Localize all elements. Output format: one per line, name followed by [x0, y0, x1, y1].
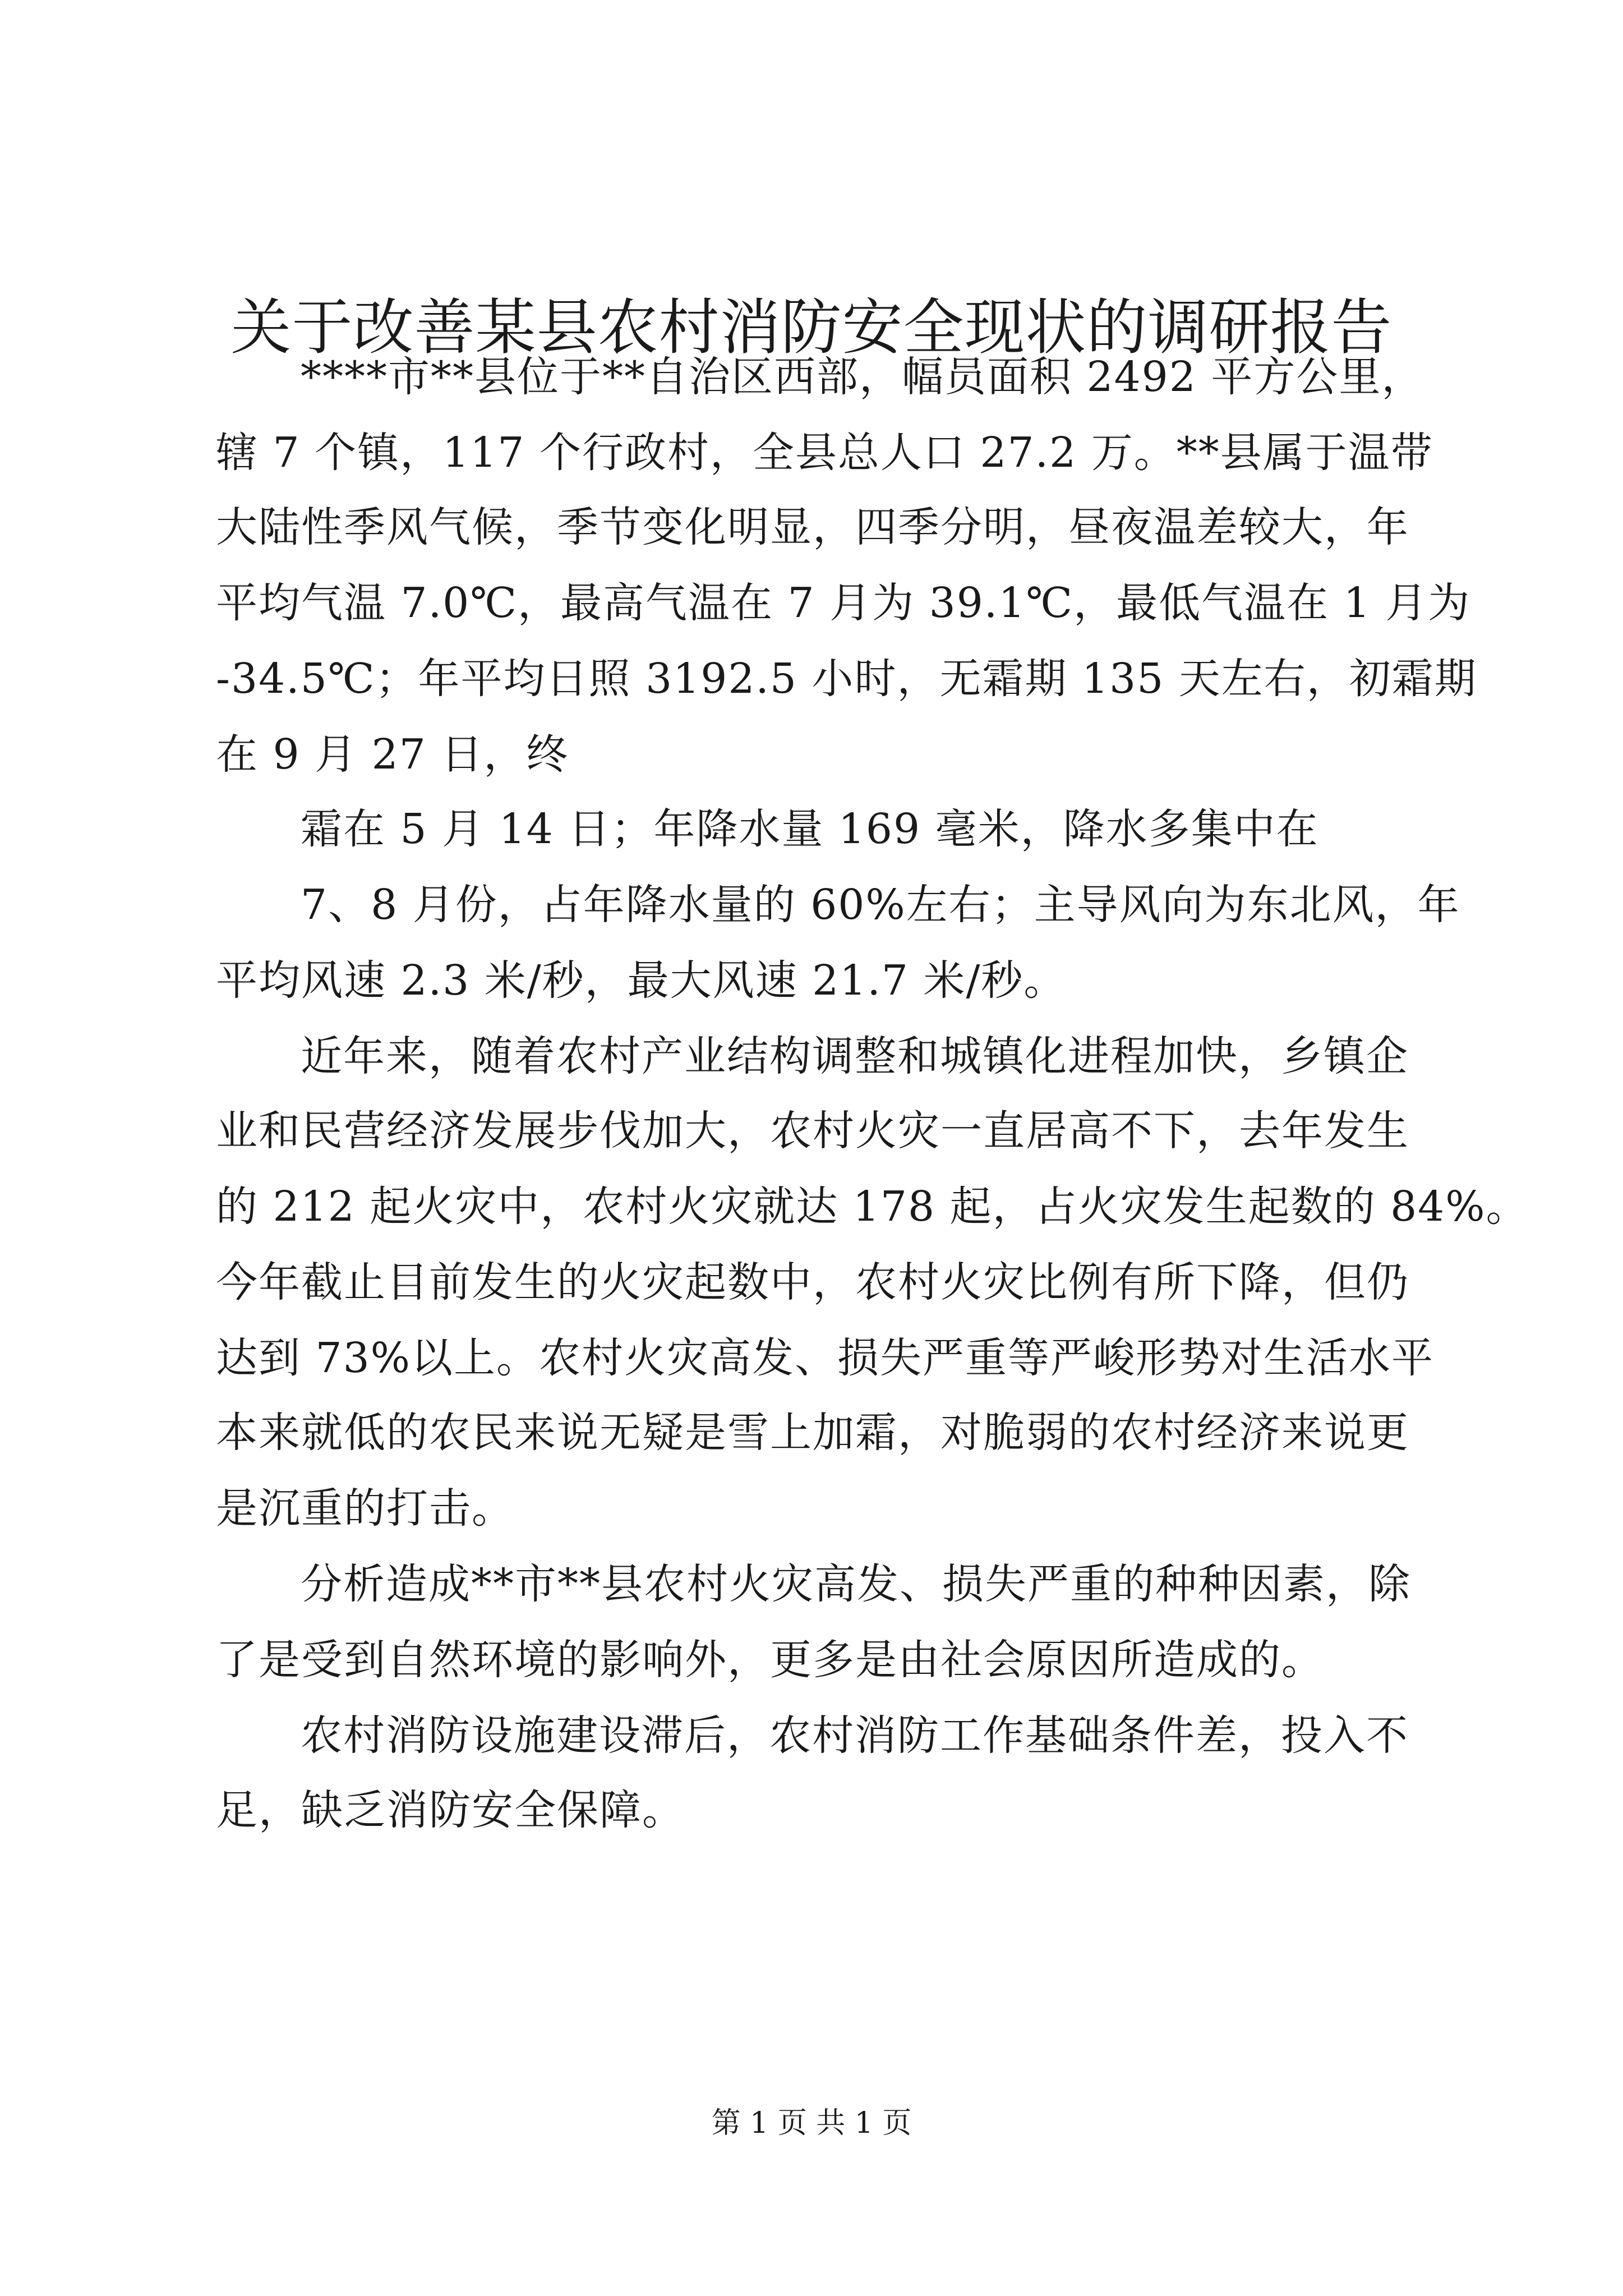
body-line: 了是受到自然环境的影响外，更多是由社会原因所造成的。 [216, 1636, 1324, 1684]
body-line: 是沉重的打击。 [216, 1484, 514, 1533]
body-line: 霜在 5 月 14 日；年降水量 169 毫米，降水多集中在 [301, 805, 1319, 853]
body-line: 分析造成**市**县农村火灾高发、损失严重的种种因素，除 [301, 1560, 1411, 1608]
body-line: 今年截止目前发生的火灾起数中，农村火灾比例有所下降，但仍 [216, 1258, 1409, 1306]
body-line: 平均风速 2.3 米/秒，最大风速 21.7 米/秒。 [216, 956, 1067, 1005]
body-line: 农村消防设施建设滞后，农村消防工作基础条件差，投入不 [301, 1711, 1409, 1760]
body-line: 在 9 月 27 日，终 [216, 730, 569, 779]
body-line: 本来就低的农民来说无疑是雪上加霜，对脆弱的农村经济来说更 [216, 1409, 1409, 1457]
page-footer: 第 1 页 共 1 页 [711, 2106, 912, 2140]
body-line: 业和民营经济发展步伐加大，农村火灾一直居高不下，去年发生 [216, 1107, 1409, 1155]
body-line: 7、8 月份，占年降水量的 60%左右；主导风向为东北风，年 [301, 881, 1460, 929]
body-line: 大陆性季风气候，季节变化明显，四季分明，昼夜温差较大，年 [216, 503, 1409, 551]
body-line: ****市**县位于**自治区西部，幅员面积 2492 平方公里， [301, 353, 1424, 401]
body-line: 足，缺乏消防安全保障。 [216, 1786, 685, 1834]
body-line: 的 212 起火灾中，农村火灾就达 178 起，占火灾发生起数的 84%。 [216, 1182, 1529, 1231]
body-line: -34.5℃；年平均日照 3192.5 小时，无霜期 135 天左右，初霜期 [216, 655, 1477, 703]
document-title: 关于改善某县农村消防安全现状的调研报告 [230, 293, 1393, 363]
body-line: 达到 73%以上。农村火灾高发、损失严重等严峻形势对生活水平 [216, 1334, 1434, 1382]
body-line: 平均气温 7.0℃，最高气温在 7 月为 39.1℃，最低气温在 1 月为 [216, 579, 1471, 627]
body-line: 近年来，随着农村产业结构调整和城镇化进程加快，乡镇企 [301, 1032, 1409, 1080]
body-line: 辖 7 个镇，117 个行政村，全县总人口 27.2 万。**县属于温带 [216, 429, 1433, 477]
